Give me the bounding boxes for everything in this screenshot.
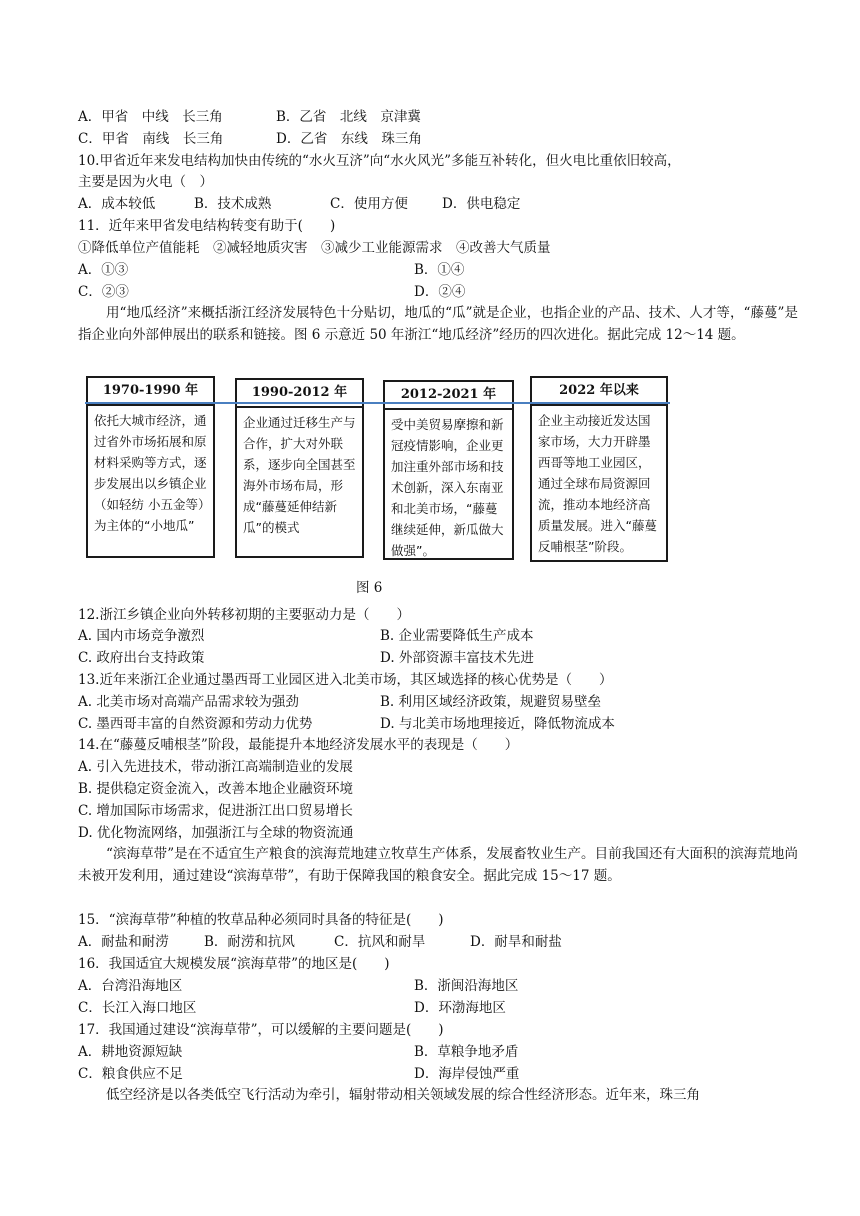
q15-option-d: D．耐旱和耐盐: [470, 934, 562, 950]
q15-option-b: B．耐涝和抗风: [204, 934, 295, 950]
q17-option-b: B．草粮争地矛盾: [414, 1044, 519, 1060]
q13-stem: 13.近年来浙江企业通过墨西哥工业园区进入北美市场，其区域选择的核心优势是（ ）: [78, 672, 613, 688]
q11-option-b: B．①④: [414, 262, 465, 278]
q12-option-c: C. 政府出台支持政策: [78, 650, 205, 666]
stage-text-3: 受中美贸易摩擦和新冠疫情影响，企业更加注重外部市场和技术创新，深入东南亚和北美市场，“藤蔓继续延伸，新瓜做大做强”。: [391, 417, 504, 558]
stage-box-2: [235, 378, 364, 558]
q14-option-a: A. 引入先进技术，带动浙江高端制造业的发展: [78, 759, 353, 775]
q9-option-d: D．乙省 东线 珠三角: [276, 131, 422, 147]
q16-option-d: D．环渤海地区: [414, 1000, 506, 1016]
timeline-line: [85, 402, 670, 404]
stage-period-3: 2012-2021 年: [385, 382, 512, 410]
passage-15-17: “滨海草带”是在不适宜生产粮食的滨海荒地建立牧草生产体系，发展畜牧业生产。目前我国还有大面积的滨海荒地尚未被开发利用，通过建设“滨海草带”，有助于保障我国的粮食安全。据此完成 15～17 题。: [78, 846, 798, 884]
q9-option-a: A．甲省 中线 长三角: [78, 109, 223, 125]
q17-option-a: A．耕地资源短缺: [78, 1044, 183, 1060]
q17-option-c: C．粮食供应不足: [78, 1066, 183, 1082]
q11-items: ①降低单位产值能耗 ②减轻地质灾害 ③减少工业能源需求 ④改善大气质量: [78, 240, 551, 256]
q12-stem: 12.浙江乡镇企业向外转移初期的主要驱动力是（ ）: [78, 607, 410, 623]
q10-option-d: D．供电稳定: [442, 196, 521, 212]
stage-text-1: 依托大城市经济，通过省外市场拓展和原材料采购等方式，逐步发展出以乡镇企业（如轻纺 小五金等）为主体的“小地瓜”: [94, 413, 207, 533]
stage-period-2: 1990-2012 年: [237, 380, 362, 408]
q16-option-b: B．浙闽沿海地区: [414, 978, 519, 994]
q9-option-b: B．乙省 北线 京津冀: [276, 109, 421, 125]
q16-option-c: C．长江入海口地区: [78, 1000, 197, 1016]
q14-stem: 14.在“藤蔓反哺根茎”阶段，最能提升本地经济发展水平的表现是（ ）: [78, 737, 519, 753]
stage-period-1: 1970-1990 年: [88, 378, 213, 406]
stage-text-2: 企业通过迁移生产与合作，扩大对外联系，逐步向全国甚至海外市场布局，形成“藤蔓延伸结新瓜”的模式: [243, 415, 356, 535]
q15-stem: 15．“滨海草带”种植的牧草品种必须同时具备的特征是( ): [78, 912, 444, 928]
stage-box-3: [383, 380, 514, 560]
q9-option-c: C．甲省 南线 长三角: [78, 131, 224, 147]
q15-option-c: C．抗风和耐旱: [334, 934, 426, 950]
q16-option-a: A．台湾沿海地区: [78, 978, 183, 994]
q11-stem: 11．近年来甲省发电结构转变有助于( ): [78, 218, 336, 234]
passage-next: 低空经济是以各类低空飞行活动为牵引，辐射带动相关领域发展的综合性经济形态。近年来，珠三角: [106, 1087, 700, 1103]
q17-stem: 17．我国通过建设“滨海草带”，可以缓解的主要问题是( ): [78, 1022, 444, 1038]
figure-caption: 图 6: [356, 580, 383, 596]
q10-stem-line1: 10.甲省近年来发电结构加快由传统的“水火互济”向“水火风光”多能互补转化，但火电比重依旧较高，: [78, 153, 681, 169]
q11-option-c: C．②③: [78, 284, 129, 300]
stage-period-4: 2022 年以来: [532, 378, 666, 406]
q14-option-b: B. 提供稳定资金流入，改善本地企业融资环境: [78, 781, 354, 797]
q13-option-d: D. 与北美市场地理接近，降低物流成本: [380, 716, 615, 732]
q17-option-d: D．海岸侵蚀严重: [414, 1066, 520, 1082]
q10-option-a: A．成本较低: [78, 196, 156, 212]
q15-option-a: A．耐盐和耐涝: [78, 934, 169, 950]
q16-stem: 16．我国适宜大规模发展“滨海草带”的地区是( ): [78, 956, 390, 972]
q13-option-b: B. 利用区域经济政策，规避贸易壁垒: [380, 694, 602, 710]
q12-option-b: B. 企业需要降低生产成本: [380, 628, 534, 644]
passage-12-14: 用“地瓜经济”来概括浙江经济发展特色十分贴切，地瓜的“瓜”就是企业，也指企业的产品、技术、人才等，“藤蔓”是指企业向外部伸展出的联系和链接。图 6 示意近 50 年浙江“地瓜经济”经历的四次进化。据此完成 12～14 题。: [78, 305, 798, 343]
q13-option-a: A. 北美市场对高端产品需求较为强劲: [78, 694, 299, 710]
q10-option-c: C．使用方便: [330, 196, 408, 212]
q14-option-d: D. 优化物流网络，加强浙江与全球的物资流通: [78, 825, 354, 841]
q11-option-a: A．①③: [78, 262, 129, 278]
q14-option-c: C. 增加国际市场需求，促进浙江出口贸易增长: [78, 803, 353, 819]
q11-option-d: D．②④: [414, 284, 466, 300]
q12-option-a: A. 国内市场竞争激烈: [78, 628, 205, 644]
q13-option-c: C. 墨西哥丰富的自然资源和劳动力优势: [78, 716, 313, 732]
q10-stem-line2: 主要是因为火电（ ）: [78, 174, 213, 190]
stage-text-4: 企业主动接近发达国家市场，大力开辟墨西哥等地工业园区，通过全球布局资源回流，推动本地经济高质量发展。进入“藤蔓反哺根茎”阶段。: [538, 413, 657, 554]
q10-option-b: B．技术成熟: [194, 196, 272, 212]
q12-option-d: D. 外部资源丰富技术先进: [380, 650, 534, 666]
